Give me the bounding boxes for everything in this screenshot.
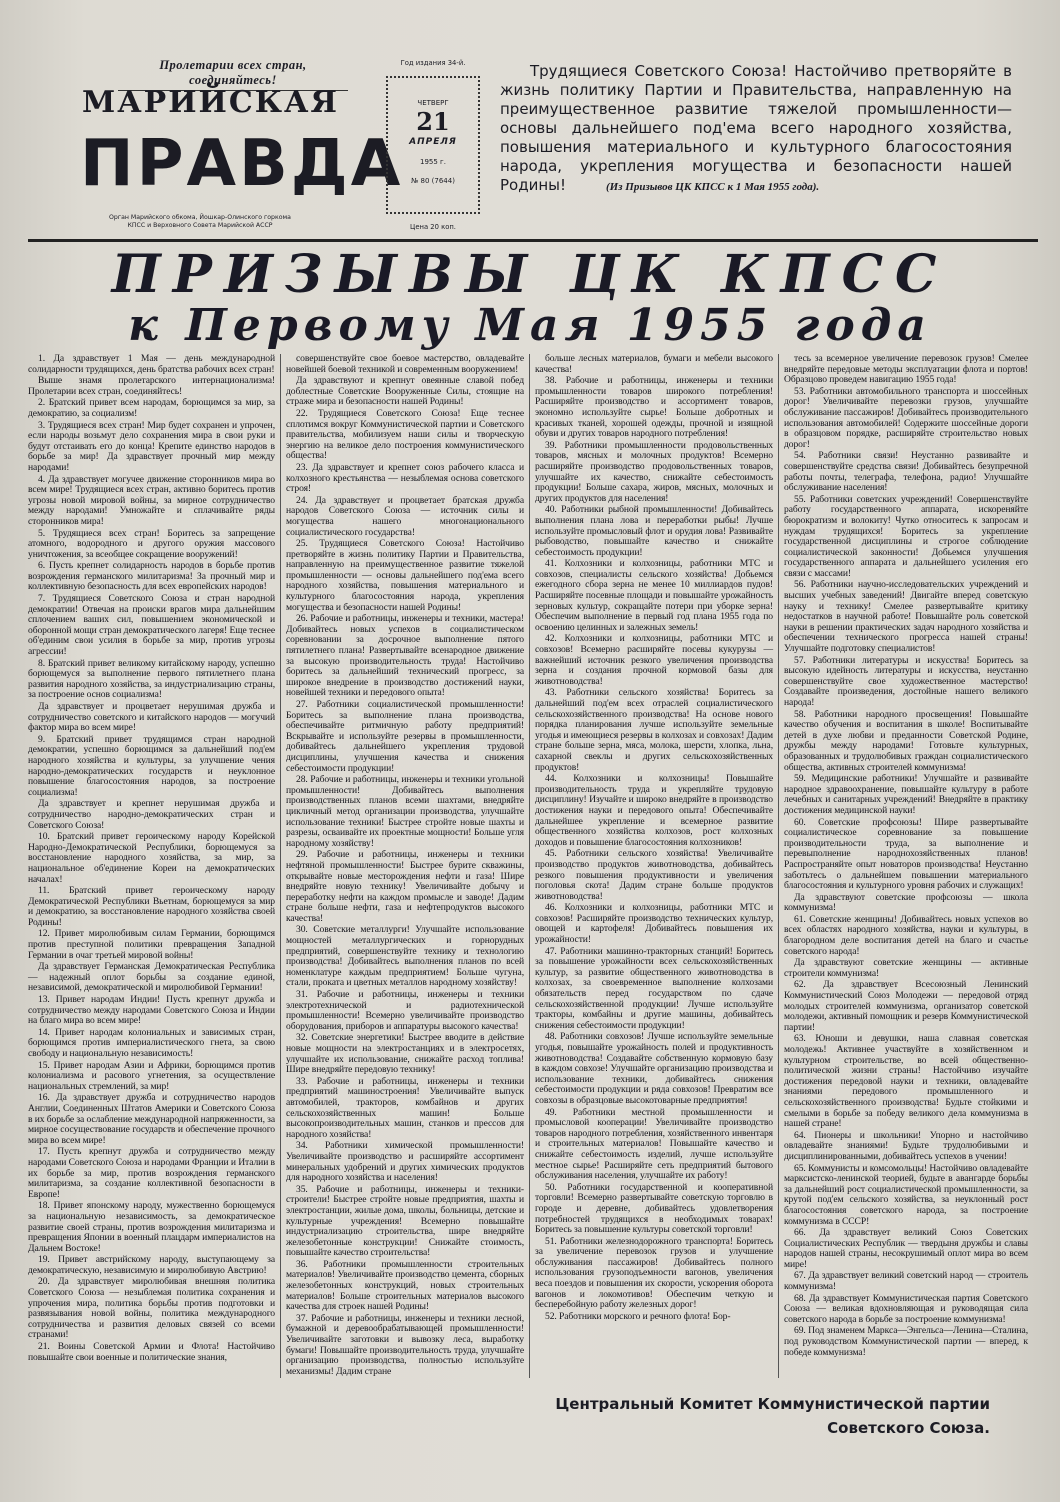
slogan-paragraph: 34. Работники химической промышленности! Увеличивайте производство и расширяйте ассортимент минеральных удобрений и других химических продуктов для народного хозяйства и населения! (286, 1140, 524, 1184)
slogan-paragraph: Выше знамя пролетарского интернационализма! Пролетарии всех стран, соединяйтесь! (28, 375, 275, 397)
slogan-paragraph: Да здравствует и процветает нерушимая дружба и сотрудничество советского и китайского народов — могучий фактор мира во всем мире! (28, 701, 275, 734)
slogan-paragraph: Да здравствуют советские женщины — активные строители коммунизма! (784, 957, 1028, 979)
slogan-paragraph: 17. Пусть крепнут дружба и сотрудничество между народами Советского Союза и народами Франции и Италии в их борьбе за мир, против возрождения германского милитаризма, за создание коллективной безопасности в Европе! (28, 1146, 275, 1200)
slogan-paragraph: тесь за всемерное увеличение перевозок грузов! Смелее внедряйте передовые методы эксплуатации флота и портов! Образцово проведем навигацию 1955 года! (784, 353, 1028, 386)
slogan-paragraph: 57. Работники литературы и искусства! Боритесь за высокую идейность литературы и искусства, неустанно совершенствуйте свое художественное мастерство! Создавайте произведения, достойные нашего великого народа! (784, 654, 1028, 708)
slogan-paragraph: 20. Да здравствует миролюбивая внешняя политика Советского Союза — незыблемая политика сохранения и упрочения мира, политика борьбы против подготовки и развязывания новой войны, политика международного сотрудничества и развития деловых связей со всеми странами! (28, 1276, 275, 1341)
slogan-paragraph: 43. Работники сельского хозяйства! Боритесь за дальнейший под'ем всех отраслей социалистического сельскохозяйственного производства! На основе нового порядка планирования лучше используйте земельные угодья и имеющиеся резервы в колхозах и совхозах! Дадим стране больше зерна, мяса, молока, шерсти, хлопка, льна, сахарной свеклы и других сельскохозяйственных продуктов! (535, 687, 773, 773)
issue-date-box (386, 76, 480, 214)
slogan-paragraph: 21. Воины Советской Армии и Флота! Настойчиво повышайте свои военные и политические знания, (28, 1341, 275, 1363)
slogan-paragraph: 30. Советские металлурги! Улучшайте использование мощностей металлургических и горнорудных предприятий, совершенствуйте технику и технологию производства! Добивайтесь выполнения планов по всей номенклатуре каждым предприятием! Больше чугуна, стали, проката и цветных металлов народному хозяйству! (286, 924, 524, 989)
slogan-paragraph: 38. Рабочие и работницы, инженеры и техники промышленности товаров широкого потребления! Расширяйте производство и ассортимент товаров, экономно используйте сырье! Больше добротных и красивых тканей, хорошей одежды, прочной и изящной обуви и других товаров народного потребления! (535, 375, 773, 440)
slogan-paragraph: 35. Рабочие и работницы, инженеры и техники-строители! Быстрее стройте новые предприятия, шахты и электростанции, жилые дома, школы, больницы, детские и культурные учреждения! Всемерно повышайте индустриализацию строительства, шире внедряйте железобетонные конструкции! Снижайте стоимость, повышайте качество строительства! (286, 1183, 524, 1259)
slogan-paragraph: 56. Работники научно-исследовательских учреждений и высших учебных заведений! Двигайте вперед советскую науку и технику! Смелее развертывайте критику недостатков в научной работе! Повышайте роль советской науки в решении практических задач народного хозяйства и обеспечении технического прогресса нашей страны! Улучшайте подготовку специалистов! (784, 579, 1028, 655)
article-column-1 (28, 354, 280, 1378)
day-of-week: ЧЕТВЕРГ (417, 99, 449, 107)
slogan-paragraph: 52. Работники морского и речного флота! Бор- (545, 1310, 731, 1322)
slogan-paragraph: 45. Работники сельского хозяйства! Увеличивайте производство продуктов животноводства, добивайтесь резкого повышения продуктивности и увеличения поголовья скота! Дадим стране больше продуктов животноводства! (535, 848, 773, 902)
slogan-paragraph: 31. Рабочие и работницы, инженеры и техники электротехнической и радиотехнической промышленности! Всемерно увеличивайте производство оборудования, приборов и аппаратуры высокого качества! (286, 989, 524, 1032)
slogan-paragraph: 48. Работники совхозов! Лучше используйте земельные угодья, повышайте урожайность полей и продуктивность животноводства! Создавайте собственную кормовую базу в каждом совхозе! Улучшайте организацию производства и использование техники, добивайтесь снижения себестоимости продукции и ряда совхозов! Превратим все совхозы в образцовые высокотоварные предприятия! (535, 1031, 773, 1106)
headline-line1: ПРИЗЫВЫ ЦК КПСС (111, 244, 949, 305)
slogan-paragraph: 15. Привет народам Азии и Африки, борющимся против колониализма и расового угнетения, за осуществление национальных стремлений, за мир! (28, 1059, 275, 1092)
slogan-paragraph: 11. Братский привет героическому народу Демократической Республики Вьетнам, борющемуся за мир и демократию, за восстановление народного хозяйства своей Родины! (28, 885, 275, 928)
slogan-paragraph: 24. Да здравствует и процветает братская дружба народов Советского Союза — источник силы и могущества нашего многонационального социалистического государства! (286, 494, 524, 538)
slogan-paragraph: 36. Работники промышленности строительных материалов! Увеличивайте производство цемента, сборных железобетонных конструкций, новых строительных материалов! Больше строительных материалов высокого качества для строек нашей Родины! (286, 1258, 524, 1313)
lead-slogan: Трудящиеся Советского Союза! Настойчиво претворяйте в жизнь политику Партии и Правительства, направленную на преимущественное развитие тяжелой промышленности—основы дальнейшего под'ема всего народного хозяйства, повышения материального и культурного благосостояния народа, укрепления могущества и безопасности нашей Родины! (500, 62, 1012, 194)
slogan-paragraph: больше лесных материалов, бумаги и мебели высокого качества! (535, 353, 773, 375)
slogan-paragraph: 14. Привет народам колониальных и зависимых стран, борющимся против империалистического гнета, за свою свободу и национальную независимость! (28, 1026, 275, 1059)
article-column-2 (280, 354, 529, 1378)
slogan-paragraph: 10. Братский привет героическому народу Корейской Народно-Демократической Республики, борющемуся за восстановление народного хозяйства, за мир, за национальное об'единение Кореи на демократических началах! (28, 831, 275, 885)
slogan-paragraph: 50. Работники государственной и кооперативной торговли! Всемерно развертывайте советскую торговлю в городе и деревне, добивайтесь удовлетворения потребностей трудящихся в необходимых товарах! Боритесь за повышение культуры советской торговли! (535, 1181, 773, 1236)
slogan-paragraph: 3. Трудящиеся всех стран! Мир будет сохранен и упрочен, если народы возьмут дело сохранения мира в свои руки и будут отстаивать его до конца! Крепите единство народов в борьбе за мир! Да здравствует прочный мир между народами! (28, 419, 275, 473)
slogan-paragraph: 12. Привет миролюбивым силам Германии, борющимся против преступной политики превращения Западной Германии в очаг третьей мировой войны! (28, 928, 275, 961)
slogan-paragraph: 69. Под знаменем Маркса—Энгельса—Ленина—Сталина, под руководством Коммунистической партии — вперед, к победе коммунизма! (784, 1325, 1028, 1358)
slogan-paragraph: 2. Братский привет всем народам, борющимся за мир, за демократию, за социализм! (28, 397, 275, 419)
slogan-paragraph: 60. Советские профсоюзы! Шире развертывайте социалистическое соревнование за повышение производительности труда, за выполнение и перевыполнение народнохозяйственных планов! Распространяйте опыт новаторов производства! Неустанно заботьтесь о дальнейшем повышении материального благосостояния и культурного уровня рабочих и служащих! (784, 816, 1028, 892)
slogan-paragraph: 8. Братский привет великому китайскому народу, успешно борющемуся за выполнение первого пятилетнего плана развития народного хозяйства, за индустриализацию страны, за построение основ социализма! (28, 657, 275, 701)
signature (28, 1392, 1028, 1440)
slogan-paragraph: 9. Братский привет трудящимся стран народной демократии, успешно борющимся за дальнейший под'ем народного хозяйства и культуры, за улучшение чения народно-демократических государств и неуклонное повышение благосостояния народов, за построение социализма! (28, 733, 275, 798)
masthead-motto: Пролетарии всех стран, соединяйтесь! (118, 58, 348, 91)
headline-line2: к Первому Мая 1955 года (128, 300, 932, 351)
slogan-paragraph: 54. Работники связи! Неустанно развивайте и совершенствуйте средства связи! Добивайтесь безупречной работы почты, телеграфа, телефона, радио! Улучшайте обслуживание населения! (784, 450, 1028, 494)
slogan-paragraph: 16. Да здравствует дружба и сотрудничество народов Англии, Соединенных Штатов Америки и Советского Союза в их борьбе за ослабление международной напряженности, за мирное сосуществование государств и обеспечение прочного мира во всем мире! (28, 1092, 276, 1146)
slogan-paragraph: 29. Рабочие и работницы, инженеры и техники нефтяной промышленности! Быстрее бурите скважины, открывайте новые месторождения нефти и газа! Шире внедряйте новую технику! Увеличивайте добычу и переработку нефти на каждом промысле и заводе! Дадим стране больше нефти, газа и нефтепродуктов высокого качества! (286, 849, 524, 924)
slogan-paragraph: Да здравствуют и крепнут овеянные славой побед доблестные Советские Вооруженные Силы, стоящие на страже мира и безопасности нашей Родины! (286, 375, 524, 408)
issue-year: 1955 г. (420, 158, 446, 166)
slogan-paragraph: 4. Да здравствует могучее движение сторонников мира во всем мире! Трудящиеся всех стран, активно боритесь против угрозы новой мировой войны, за мирное сотрудничество между народами! Умножайте и сплачивайте ряды сторонников мира! (28, 473, 275, 527)
slogan-paragraph: 1. Да здравствует 1 Мая — день международной солидарности трудящихся, день братства рабочих всех стран! (28, 353, 275, 375)
article-column-4 (778, 354, 1028, 1378)
year-of-publication: Год издания 34-й. (400, 59, 466, 67)
slogan-paragraph: 44. Колхозники и колхозницы! Повышайте производительность труда и укрепляйте трудовую дисциплину! Изучайте и широко внедряйте в производство достижения науки и передового опыта! Обеспечивайте дальнейшее укрепление и всемерное развитие общественного хозяйства колхозов, рост колхозных доходов и повышение благосостояния колхозников! (535, 773, 773, 848)
issue-day: 21 (416, 107, 450, 136)
slogan-paragraph: 63. Юноши и девушки, наша славная советская молодежь! Активнее участвуйте в хозяйственном и культурном строительстве, во всей общественно-политической жизни страны! Настойчиво изучайте достижения передовой науки и техники, овладевайте знаниями передового промышленного и сельскохозяйственного производства! Будьте стойкими и смелыми в борьбе за победу великого дела коммунизма в нашей стране! (784, 1033, 1028, 1130)
slogan-paragraph: 23. Да здравствует и крепнет союз рабочего класса и колхозного крестьянства — незыблемая основа советского строя! (286, 461, 524, 495)
slogan-paragraph: 26. Рабочие и работницы, инженеры и техники, мастера! Добивайтесь новых успехов в социалистическом соревновании за досрочное выполнение пятого пятилетнего плана! Развертывайте всенародное движение за высокую производительность труда! Настойчиво боритесь за дальнейший технический прогресс, за широкое внедрение в производство достижений науки, новейшей техники и передового опыта! (286, 613, 524, 699)
slogan-paragraph: Да здравствует Германская Демократическая Республика — надежный оплот борьбы за создание единой, независимой, демократической и миролюбивой Германии! (28, 961, 275, 994)
slogan-paragraph: 28. Рабочие и работницы, инженеры и техники угольной промышленности! Добивайтесь выполнения производственных планов всеми шахтами, внедряйте цикличный метод организации производства, улучшайте использование техники! Быстрее стройте новые шахты и разрезы, осваивайте их проектные мощности! Больше угля народному хозяйству! (286, 774, 524, 849)
slogan-paragraph: 22. Трудящиеся Советского Союза! Еще теснее сплотимся вокруг Коммунистической партии и Советского правительства, мобилизуем наши силы и творческую энергию на великое дело построения коммунистического общества! (286, 407, 524, 462)
signature-line1: Центральный Комитет Коммунистической партии (555, 1395, 990, 1414)
slogan-paragraph: 64. Пионеры и школьники! Упорно и настойчиво овладевайте знаниями! Будьте трудолюбивыми и дисциплинированными, добивайтесь успехов в учении! (784, 1129, 1028, 1162)
slogan-paragraph: 58. Работники народного просвещения! Повышайте качество обучения и воспитания в школе! Воспитывайте детей в духе любви и преданности Советской Родине, дружбы между народами! Готовьте культурных, образованных и трудолюбивых граждан социалистического общества, активных строителей коммунизма! (784, 708, 1028, 773)
slogan-paragraph: 41. Колхозники и колхозницы, работники МТС и совхозов, специалисты сельского хозяйства! Добьемся ежегодного сбора зерна не менее 10 миллиардов пудов! Расширяйте посевные площади и повышайте урожайность зерновых культур, сокращайте потери при уборке зерна! Обеспечим выполнение в первый год плана 1955 года по освоению целинных и залежных земель! (535, 558, 773, 633)
slogan-paragraph: 68. Да здравствует Коммунистическая партия Советского Союза — великая вдохновляющая и руководящая сила советского народа в борьбе за построение коммунизма! (784, 1292, 1028, 1325)
slogan-paragraph: 33. Рабочие и работницы, инженеры и техники предприятий машиностроения! Увеличивайте выпуск автомобилей, тракторов, комбайнов и других сельскохозяйственных машин! Больше высокопроизводительных машин, станков и прессов для народного хозяйства! (286, 1075, 524, 1140)
slogan-paragraph: 49. Работники местной промышленности и промысловой кооперации! Увеличивайте производство товаров народного потребления, хозяйственного инвентаря и строительных материалов! Повышайте качество и снижайте себестоимость изделий, лучше используйте местное сырье! Расширяйте сеть предприятий бытового обслуживания населения, улучшайте их работу! (535, 1106, 773, 1182)
slogan-paragraph: Да здравствуют советские профсоюзы — школа коммунизма! (784, 891, 1028, 914)
slogan-paragraph: 13. Привет народам Индии! Пусть крепнут дружба и сотрудничество между народами Советского Союза и Индии на благо мира во всем мире! (28, 994, 275, 1027)
lead-source: (Из Призывов ЦК КПСС к 1 Мая 1955 года). (606, 181, 820, 193)
issue-number: № 80 (7644) (411, 177, 455, 185)
slogan-paragraph: 66. Да здравствует великий Союз Советских Социалистических Республик — твердыня дружбы и славы народов нашей страны, несокрушимый оплот мира во всем мире! (784, 1227, 1028, 1270)
slogan-paragraph: 5. Трудящиеся всех стран! Боритесь за запрещение атомного, водородного и другого оружия массового уничтожения, за всеобщее сокращение вооружений! (28, 527, 275, 560)
slogan-paragraph: Да здравствует и крепнет нерушимая дружба и сотрудничество народно-демократических стран и Советского Союза! (28, 798, 275, 831)
slogan-paragraph: 65. Коммунисты и комсомольцы! Настойчиво овладевайте марксистско-ленинской теорией, будьте в авангарде борьбы за дальнейший рост социалистической промышленности, за крутой под'ем сельского хозяйства, за неуклонный рост благосостояния советского народа, за построение коммунизма в СССР! (784, 1162, 1028, 1227)
issue-month: АПРЕЛЯ (409, 137, 457, 147)
slogan-paragraph: 42. Колхозники и колхозницы, работники МТС и совхозов! Всемерно расширяйте посевы кукурузы — важнейший источник резкого увеличения производства зерна и создания прочной кормовой базы для животноводства! (535, 633, 773, 687)
slogan-paragraph: 25. Трудящиеся Советского Союза! Настойчиво претворяйте в жизнь политику Партии и Правительства, направленную на преимущественное развитие тяжелой промышленности — основы дальнейшего под'ема всего народного хозяйства, повышения материального и культурного благосостояния народа, укрепления могущества и безопасности нашей Родины! (286, 538, 524, 613)
newspaper-title-line1: МАРИЙСКАЯ (82, 85, 339, 120)
slogan-paragraph: 19. Привет австрийскому народу, выступающему за демократическую, независимую и миролюбивую Австрию! (28, 1254, 275, 1276)
signature-line2: Советского Союза. (827, 1419, 990, 1438)
slogan-paragraph: 27. Работники социалистической промышленности! Боритесь за выполнение плана производства, обеспечивайте ритмичную работу предприятий! Вскрывайте и используйте резервы в промышленности, добивайтесь дальнейшего укрепления трудовой дисциплины, улучшения качества и снижения себестоимости продукции! (286, 699, 524, 774)
lead-block (500, 62, 1012, 197)
slogan-paragraph: 67. Да здравствует великий советский народ — строитель коммунизма! (784, 1270, 1028, 1293)
slogan-paragraph: 6. Пусть крепнет солидарность народов в борьбе против возрождения германского милитаризма! За прочный мир и коллективную безопасность для всех европейских народов! (28, 560, 275, 593)
slogan-paragraph: 59. Медицинские работники! Улучшайте и развивайте народное здравоохранение, повышайте культуру в работе лечебных и санитарных учреждений! Внедряйте в практику достижения медицинской науки! (784, 773, 1028, 816)
slogan-paragraph: 61. Советские женщины! Добивайтесь новых успехов во всех областях народного хозяйства, науки и культуры, в благородном деле воспитания детей на благо и счастье советского народа! (784, 913, 1028, 957)
slogan-paragraph: 53. Работники автомобильного транспорта и шоссейных дорог! Увеличивайте перевозки грузов, улучшайте обслуживание пассажиров! Добивайтесь производительного использования автомобилей! Содержите шоссейные дороги в образцовом порядке, расширяйте строительство новых дорог! (784, 385, 1028, 450)
slogan-paragraph: 51. Работники железнодорожного транспорта! Боритесь за увеличение перевозок грузов и улучшение обслуживания пассажиров! Добивайтесь полного использования грузоподъемности вагонов, увеличения веса поездов и повышения их скорости, ускорения оборота вагонов и локомотивов! Обеспечим четкую и бесперебойную работу железных дорог! (535, 1235, 773, 1311)
slogan-paragraph: 32. Советские энергетики! Быстрее вводите в действие новые мощности на электростанциях и в электросетях, улучшайте их использование, снижайте расход топлива! Шире внедряйте передовую технику! (286, 1032, 524, 1076)
article-body (28, 354, 1028, 1440)
slogan-paragraph: 39. Работники промышленности продовольственных товаров, мясных и молочных продуктов! Всемерно расширяйте производство продовольственных товаров, улучшайте их качество, снижайте себестоимость продукции! Больше сахара, жиров, мясных, молочных и других продуктов для населения! (535, 439, 773, 504)
article-columns (28, 354, 1028, 1378)
slogan-paragraph: 47. Работники машинно-тракторных станций! Боритесь за повышение урожайности всех сельскохозяйственных культур, за развитие общественного животноводства в колхозах, за своевременное выполнение колхозами обязательств перед государством по сдаче сельскохозяйственной продукции! Лучше используйте тракторы, комбайны и другие машины, добивайтесь снижения себестоимости продукции! (535, 945, 773, 1031)
issue-price: Цена 20 коп. (410, 223, 456, 231)
masthead-divider (28, 239, 1038, 242)
slogan-paragraph: 62. Да здравствует Всесоюзный Ленинский Коммунистический Союз Молодежи — передовой отряд молодых строителей коммунизма, организатор советской молодежи, активный помощник и резерв Коммунистической партии! (784, 979, 1028, 1033)
slogan-paragraph: 37. Рабочие и работницы, инженеры и техники лесной, бумажной и деревообрабатывающей промышленности! Увеличивайте заготовки и вывозку леса, выработку бумаги! Повышайте производительность труда, улучшайте организацию производства, полностью используйте механизмы! Дадим стране (286, 1312, 524, 1377)
article-column-3 (529, 354, 778, 1378)
slogan-paragraph: 46. Колхозники и колхозницы, работники МТС и совхозов! Расширяйте производство технических культур, овощей и картофеля! Добивайтесь повышения их урожайности! (535, 902, 773, 946)
slogan-paragraph: совершенствуйте свое боевое мастерство, овладевайте новейшей боевой техникой и современным вооружением! (286, 353, 524, 375)
slogan-paragraph: 7. Трудящиеся Советского Союза и стран народной демократии! Отвечая на происки врагов мира дальнейшим сплочением ваших сил, повышением экономической и оборонной мощи стран демократического лагеря! Еще теснее об'единим свои усилия в борьбе за мир, против угрозы агрессии! (28, 593, 275, 658)
publisher-organ: Орган Марийского обкома, Йошкар-Олинского горкома КПСС и Верховного Совета Марийской АССР (109, 214, 291, 229)
slogan-paragraph: 18. Привет японскому народу, мужественно борющемуся за национальную независимость, за демократическое развитие своей страны, против возрождения милитаризма и превращения Японии в военный плацдарм империалистов на Дальнем Востоке! (28, 1200, 275, 1254)
slogan-paragraph: 55. Работники советских учреждений! Совершенствуйте работу государственного аппарата, искореняйте бюрократизм и волокиту! Чутко относитесь к запросам и нуждам трудящихся! Боритесь за укрепление государственной дисциплины и строгое соблюдение социалистической законности! Добьемся улучшения государственного аппарата и дальнейшего усиления его связи с массами! (784, 493, 1028, 579)
newspaper-title-line2: ПРАВДА (80, 127, 404, 201)
slogan-paragraph: 40. Работники рыбной промышленности! Добивайтесь выполнения плана лова и переработки рыбы! Лучше используйте промысловый флот и орудия лова! Развивайте рыбоводство, повышайте качество и снижайте себестоимость продукции! (535, 504, 773, 558)
